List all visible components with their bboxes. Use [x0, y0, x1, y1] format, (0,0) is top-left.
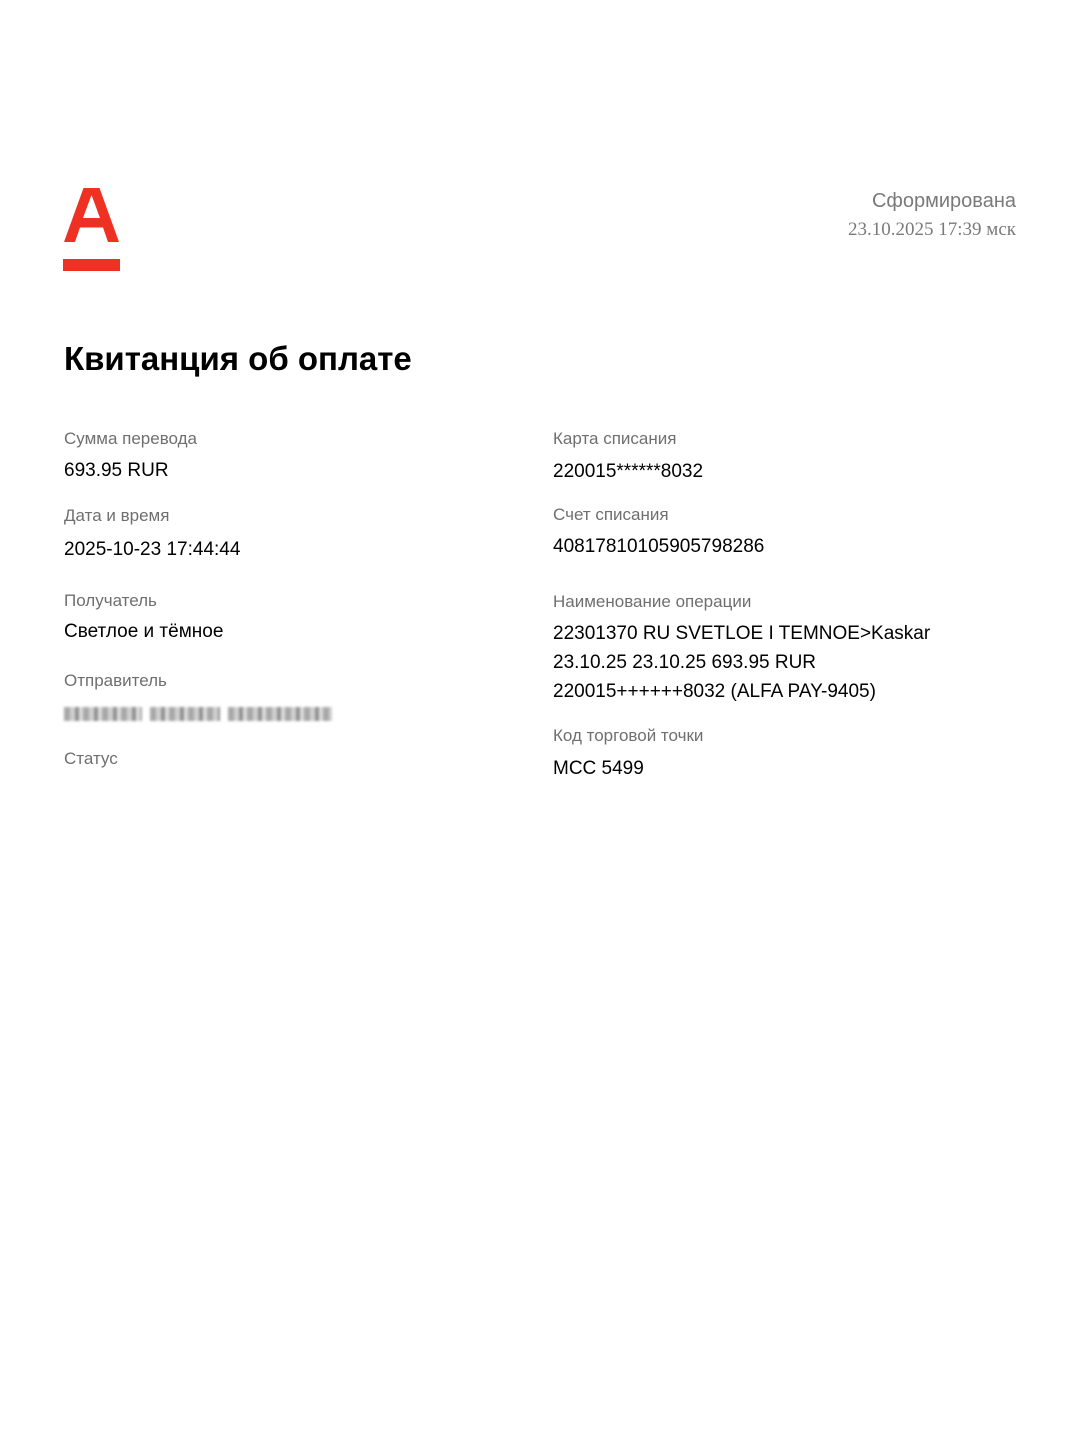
- amount-label: Сумма перевода: [64, 429, 198, 448]
- operation-line: 22301370 RU SVETLOE I TEMNOE>Kaskar: [553, 623, 931, 644]
- account-label: Счет списания: [553, 505, 669, 524]
- generated-info: [848, 188, 1016, 243]
- account-field: [553, 504, 764, 561]
- sender-label: Отправитель: [64, 671, 167, 690]
- status-label: Статус: [64, 749, 118, 768]
- alfa-bank-logo: [63, 186, 120, 273]
- logo-underline: [63, 259, 120, 271]
- recipient-field: [64, 590, 223, 646]
- card-label: Карта списания: [553, 429, 677, 448]
- account-value: 40817810105905798286: [553, 536, 765, 557]
- sender-field: [64, 670, 332, 724]
- generated-date: 23.10.2025 17:39 мск: [848, 219, 1016, 240]
- amount-field: [64, 428, 197, 485]
- merchant-code-value: MCC 5499: [553, 758, 644, 779]
- recipient-label: Получатель: [64, 591, 157, 610]
- status-field: [64, 748, 118, 770]
- operation-line: 220015++++++8032 (ALFA PAY-9405): [553, 681, 876, 702]
- merchant-code-label: Код торговой точки: [553, 726, 704, 745]
- page-title: Квитанция об оплате: [64, 340, 412, 377]
- amount-value: 693.95 RUR: [64, 460, 169, 481]
- recipient-value: Светлое и тёмное: [64, 621, 224, 642]
- logo-letter-a: [64, 188, 119, 242]
- datetime-label: Дата и время: [64, 506, 170, 525]
- merchant-code-field: [553, 725, 703, 783]
- card-value: 220015******8032: [553, 461, 704, 482]
- card-field: [553, 428, 703, 486]
- operation-label: Наименование операции: [553, 592, 752, 611]
- sender-value-redacted: [64, 704, 332, 724]
- operation-field: [553, 591, 930, 706]
- operation-line: 23.10.25 23.10.25 693.95 RUR: [553, 652, 817, 673]
- generated-label: Сформирована: [871, 190, 1016, 212]
- datetime-field: [64, 505, 240, 564]
- datetime-value: 2025-10-23 17:44:44: [64, 539, 241, 560]
